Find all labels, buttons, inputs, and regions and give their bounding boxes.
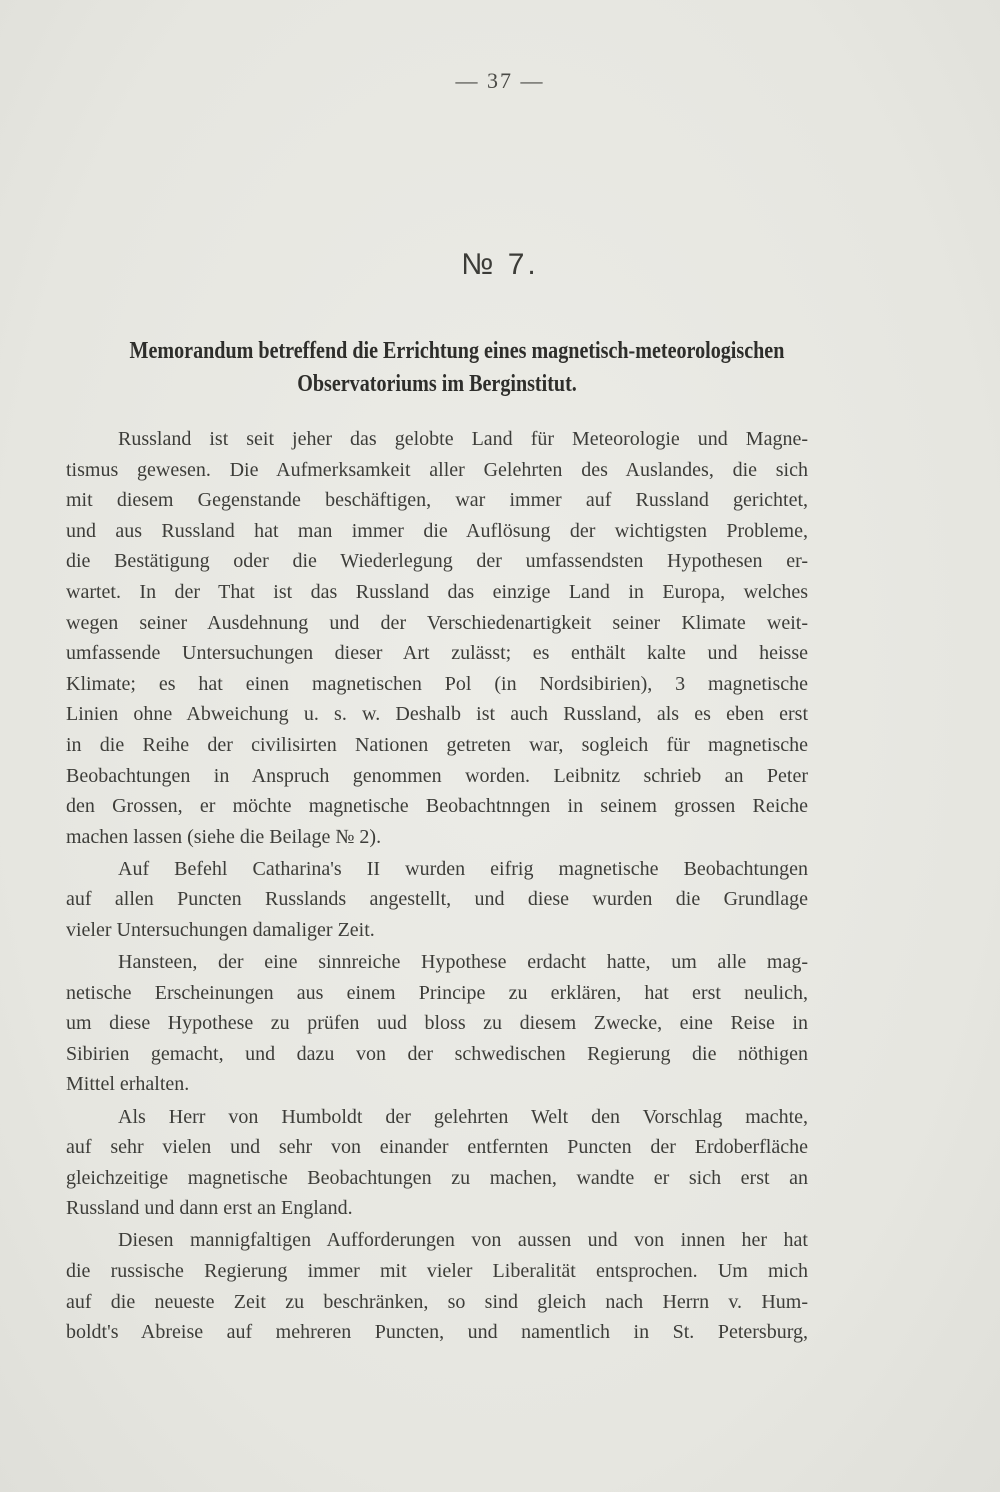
text-line: boldt's Abreise auf mehreren Puncten, und namentlich in St. Petersburg,: [66, 1321, 808, 1344]
text-line: Russland und dann erst an England.: [66, 1197, 353, 1220]
document-number: № 7.: [461, 248, 539, 281]
paragraph-1: [66, 424, 808, 852]
text-line: Klimate; es hat einen magnetischen Pol (in Nordsibirien), 3 magnetische: [66, 672, 808, 695]
body-text: [66, 424, 808, 1349]
text-line: wartet. In der That ist das Russland das einzige Land in Europa, welches: [66, 580, 808, 603]
text-line: die russische Regierung immer mit vieler Liberalität entsprochen. Um mich: [66, 1260, 808, 1283]
text-line: mit diesem Gegenstande beschäftigen, war immer auf Russland gerichtet,: [66, 489, 808, 512]
text-line: tismus gewesen. Die Aufmerksamkeit aller Gelehrten des Auslandes, die sich: [66, 458, 808, 481]
text-line: auf die neueste Zeit zu beschränken, so sind gleich nach Herrn v. Hum-: [66, 1290, 808, 1313]
text-line: Diesen mannigfaltigen Aufforderungen von aussen und von innen her hat: [118, 1229, 808, 1252]
text-line: Beobachtungen in Anspruch genommen worden. Leibnitz schrieb an Peter: [66, 764, 808, 787]
text-line: umfassende Untersuchungen dieser Art zulässt; es enthält kalte und heisse: [66, 642, 808, 665]
text-line: den Grossen, er möchte magnetische Beobachtnngen in seinem grossen Reiche: [66, 795, 808, 818]
document-title: [129, 334, 785, 400]
text-line: Sibirien gemacht, und dazu von der schwedischen Regierung die nöthigen: [66, 1042, 808, 1065]
text-line: netische Erscheinungen aus einem Principe zu erklären, hat erst neulich,: [66, 981, 808, 1004]
text-line: Als Herr von Humboldt der gelehrten Welt den Vorschlag machte,: [118, 1105, 808, 1128]
text-line: Mittel erhalten.: [66, 1073, 190, 1096]
text-line: die Bestätigung oder die Wiederlegung der umfassendsten Hypothesen er-: [66, 550, 808, 573]
text-line: in die Reihe der civilisirten Nationen getreten war, sogleich für magnetische: [66, 733, 808, 756]
text-line: machen lassen (siehe die Beilage № 2).: [66, 825, 382, 848]
paragraph-2: [66, 854, 808, 946]
text-line: Hansteen, der eine sinnreiche Hypothese erdacht hatte, um alle mag-: [118, 951, 808, 974]
paragraph-5: [66, 1225, 808, 1347]
text-line: und aus Russland hat man immer die Auflösung der wichtigsten Probleme,: [66, 519, 808, 542]
text-line: auf sehr vielen und sehr von einander entfernten Puncten der Erdoberfläche: [66, 1136, 808, 1159]
page-number: — 37 —: [455, 68, 545, 93]
text-line: gleichzeitige magnetische Beobachtungen zu machen, wandte er sich erst an: [66, 1166, 808, 1189]
title-line-1: Memorandum betreffend die Errichtung eines magnetisch-meteorologischen: [129, 337, 785, 364]
text-line: um diese Hypothese zu prüfen uud bloss zu diesem Zwecke, eine Reise in: [66, 1012, 808, 1035]
paragraph-4: [66, 1102, 808, 1224]
text-line: vieler Untersuchungen damaliger Zeit.: [66, 919, 375, 941]
text-line: Linien ohne Abweichung u. s. w. Deshalb ist auch Russland, als es eben erst: [66, 703, 808, 726]
text-line: wegen seiner Ausdehnung und der Verschiedenartigkeit seiner Klimate weit-: [66, 611, 808, 634]
text-line: auf allen Puncten Russlands angestellt, und diese wurden die Grundlage: [66, 888, 808, 911]
text-line: Russland ist seit jeher das gelobte Land für Meteorologie und Magne-: [118, 428, 808, 450]
text-line: Auf Befehl Catharina's II wurden eifrig magnetische Beobachtungen: [118, 857, 808, 880]
paragraph-3: [66, 947, 808, 1100]
title-line-2: Observatoriums im Berginstitut.: [297, 370, 577, 397]
